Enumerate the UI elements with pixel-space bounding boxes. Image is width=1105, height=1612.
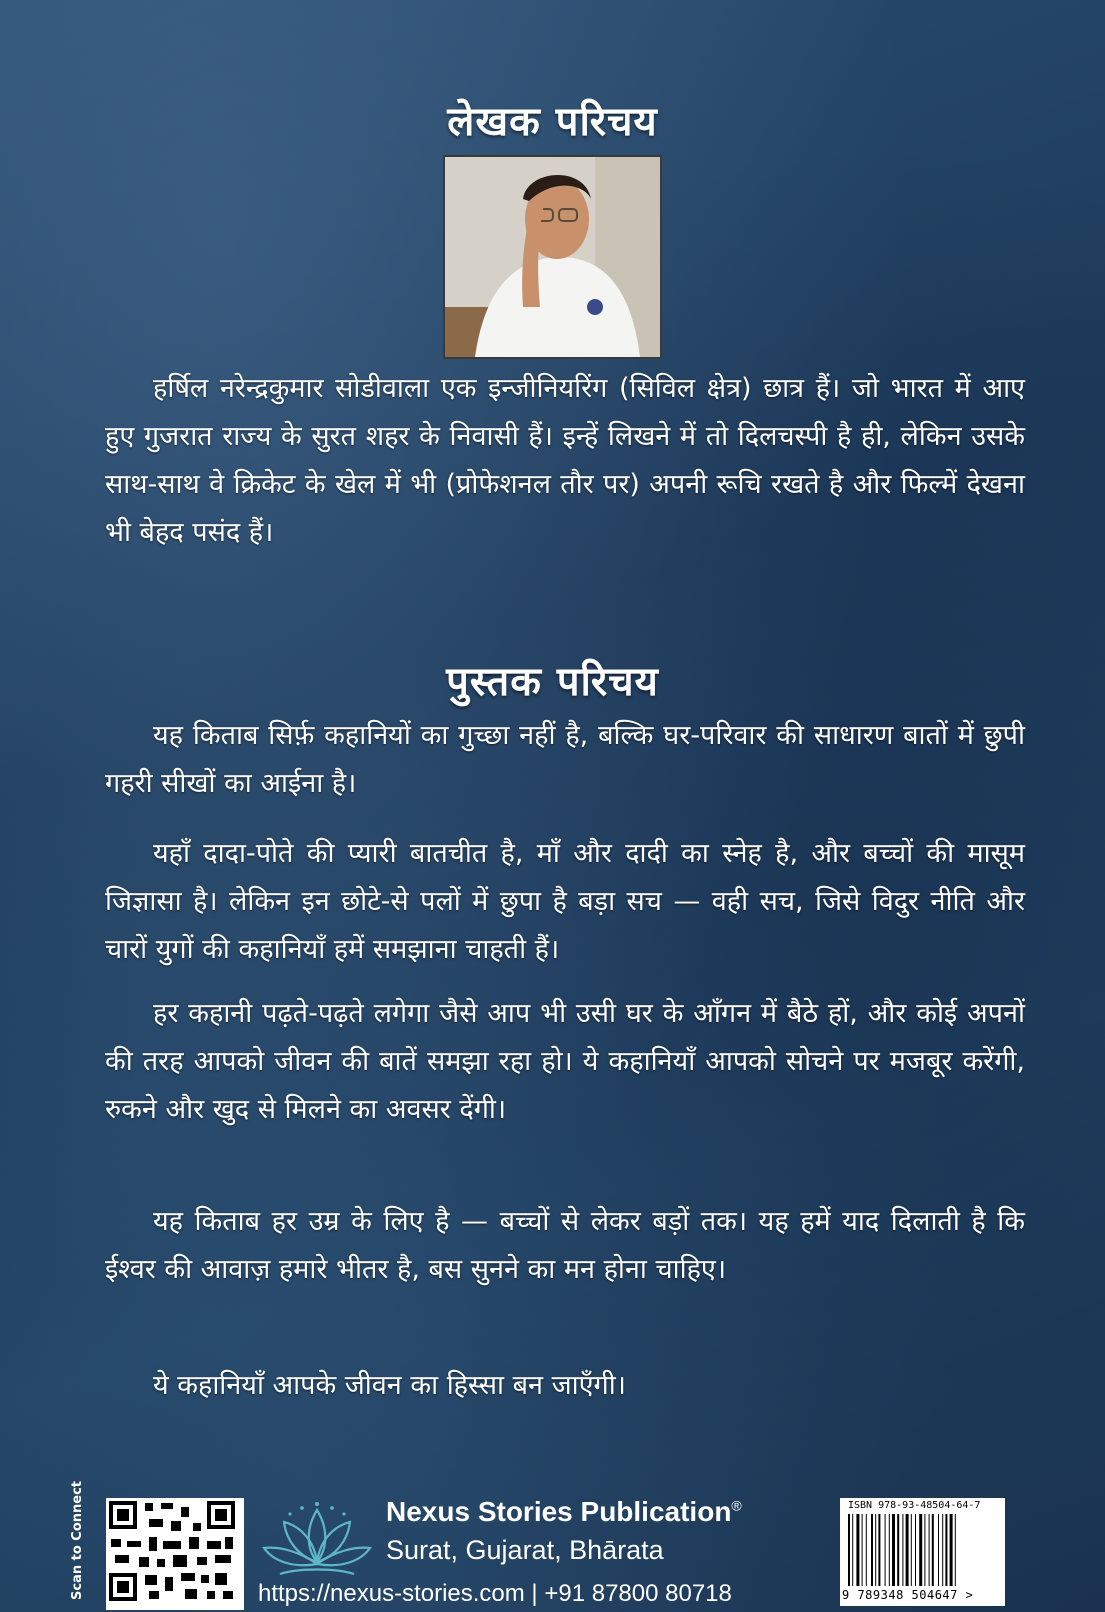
barcode-bar xyxy=(950,1514,953,1586)
barcode-bar xyxy=(862,1514,863,1586)
publisher-name-text: Nexus Stories Publication xyxy=(386,1496,732,1527)
author-photo xyxy=(443,155,662,359)
barcode-icon xyxy=(840,1498,1005,1606)
book-paragraph xyxy=(105,1198,1025,1294)
barcode-bar xyxy=(852,1514,853,1586)
barcode-bar xyxy=(892,1514,895,1586)
barcode-bar xyxy=(942,1514,943,1586)
barcode-bar xyxy=(875,1514,876,1586)
barcode-bar xyxy=(938,1514,939,1586)
publisher-name xyxy=(386,1496,742,1528)
barcode-digits: 9 789348 504647 > xyxy=(842,1588,974,1602)
barcode-bar xyxy=(924,1514,925,1586)
book-paragraph xyxy=(105,712,1025,808)
isbn-label: ISBN 978-93-48504-64-7 xyxy=(848,1500,981,1511)
barcode-bar xyxy=(866,1514,867,1586)
barcode-bar xyxy=(878,1514,880,1586)
publisher-contact[interactable]: https://nexus-stories.com | +91 87800 80718 xyxy=(258,1580,732,1607)
barcode-bar xyxy=(915,1514,916,1586)
barcode-bar xyxy=(897,1514,899,1586)
qr-code-icon[interactable] xyxy=(106,1498,244,1610)
barcode-bar xyxy=(848,1514,850,1586)
registered-mark: ® xyxy=(731,1497,742,1514)
barcode-bar xyxy=(906,1514,909,1586)
book-paragraph-text: यह किताब सिर्फ़ कहानियों का गुच्छा नहीं है, बल्कि घर-परिवार की साधारण बातों में छुपी गहरी सीखों का आईना है। xyxy=(105,720,1025,799)
barcode-bar xyxy=(885,1514,886,1586)
scan-to-connect-label: Scan to Connect xyxy=(70,1480,85,1600)
barcode-bar xyxy=(932,1514,934,1586)
barcode-bar xyxy=(929,1514,930,1586)
barcode-bar xyxy=(856,1514,859,1586)
publisher-location: Surat, Gujarat, Bhārata xyxy=(386,1535,664,1565)
barcode-bar xyxy=(902,1514,903,1586)
book-paragraph xyxy=(105,1362,1025,1410)
lotus-logo-icon xyxy=(258,1500,376,1582)
book-paragraph-text: हर कहानी पढ़ते-पढ़ते लगेगा जैसे आप भी उसी घर के आँगन में बैठे हों, और कोई अपनों की तरह आपको जीवन की बातें समझा रहा हो। ये कहानियाँ आपको सोचने पर मजबूर करेंगी, रुकने और खुद से मिलने का अवसर देंगी। xyxy=(105,998,1025,1125)
barcode-bar xyxy=(911,1514,912,1586)
book-paragraph xyxy=(105,830,1025,974)
book-paragraph xyxy=(105,990,1025,1134)
book-section-heading: पुस्तक परिचय xyxy=(446,659,659,705)
book-paragraph-text: यह किताब हर उम्र के लिए है — बच्चों से लेकर बड़ों तक। यह हमें याद दिलाती है कि ईश्वर की आवाज़ हमारे भीतर है, बस सुनने का मन होना चाहिए। xyxy=(105,1206,1025,1285)
book-paragraph-text: यहाँ दादा-पोते की प्यारी बातचीत है, माँ और दादी का स्नेह है, और बच्चों की मासूम जिज्ञासा है। लेकिन इन छोटे-से पलों में छुपा है बड़ा सच — वही सच, जिसे विदुर नीति और चारों युगों की कहानियाँ हमें समझाना चाहती हैं। xyxy=(105,838,1025,965)
barcode-bar xyxy=(945,1514,947,1586)
barcode-bar xyxy=(889,1514,890,1586)
book-paragraph-text: ये कहानियाँ आपके जीवन का हिस्सा बन जाएँगी। xyxy=(153,1370,626,1401)
author-section-heading: लेखक परिचय xyxy=(447,99,658,145)
author-bio-paragraph xyxy=(105,365,1025,557)
barcode-bar xyxy=(955,1514,956,1586)
author-bio-text: हर्षिल नरेन्द्रकुमार सोडीवाला एक इन्जीनियरिंग (सिविल क्षेत्र) छात्र हैं। जो भारत में आए हुए गुजरात राज्य के सुरत शहर के निवासी हैं। इन्हें लिखने में तो दिलचस्पी है ही, लेकिन उसके साथ-साथ वे क्रिकेट के खेल में भी (प्रोफेशनल तौर पर) अपनी रूचि रखते है और फिल्में देखना भी बेहद पसंद हैं। xyxy=(105,373,1025,548)
barcode-bar xyxy=(919,1514,922,1586)
barcode-bar xyxy=(871,1514,873,1586)
